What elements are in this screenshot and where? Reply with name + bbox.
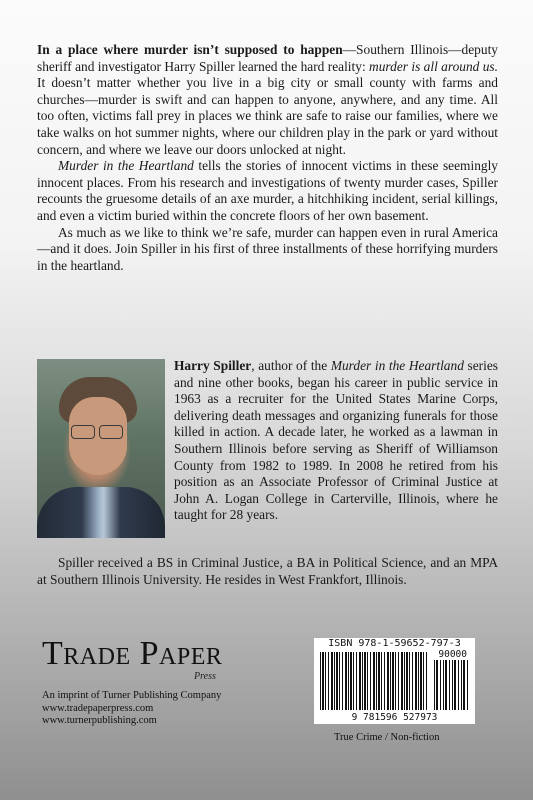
blurb-paragraph-3: As much as we like to think we’re safe, murder can happen even in rural America—and it does. Join Spiller in his first of three installments of these horrifying murders in the heartland. bbox=[37, 224, 498, 273]
price-code: 90000 bbox=[438, 649, 467, 660]
back-cover-blurb bbox=[37, 42, 498, 274]
genre-label: True Crime / Non-fiction bbox=[334, 732, 440, 743]
blurb-text: It doesn’t matter whether you live in a big city or small county with farms and churches—murder is swift and can happen to anyone, anywhere, and any time. All too often, victims fall prey in places we think are safe to raise our families, where we take walks on hot summer nights, where our children play in the park or yard without concern, and where we leave our doors unlocked at night. bbox=[37, 75, 498, 157]
ean-digits: 9 781596 527973 bbox=[314, 712, 475, 723]
author-name: Harry Spiller bbox=[174, 358, 252, 373]
blurb-text: tells the stories of innocent victims in these seemingly innocent places. From his research and investigations of twenty murder cases, Spiller recounts the gruesome details of an axe murder, a hitchhiking incident, serial killings, and even a victim buried within the concrete floors of her own basement. bbox=[37, 158, 498, 223]
blurb-paragraph-1 bbox=[37, 42, 498, 158]
author-bio-2 bbox=[37, 555, 498, 588]
publisher-logo bbox=[42, 635, 242, 682]
publisher-url: www.turnerpublishing.com bbox=[42, 715, 157, 727]
isbn-text: ISBN 978-1-59652-797-3 bbox=[328, 638, 461, 649]
barcode-icon bbox=[320, 652, 428, 710]
imprint-line: An imprint of Turner Publishing Company bbox=[42, 690, 222, 701]
bio-paragraph-1 bbox=[174, 358, 498, 524]
blurb-lead: In a place where murder isn’t supposed to happen bbox=[37, 42, 343, 57]
author-bio bbox=[174, 358, 498, 524]
series-title: Murder in the Heartland bbox=[330, 358, 464, 373]
blurb-paragraph-2 bbox=[37, 158, 498, 224]
isbn-barcode bbox=[314, 638, 475, 724]
bio-text: , author of the bbox=[251, 358, 331, 373]
bio-paragraph-2: Spiller received a BS in Criminal Justice, a BA in Political Science, and an MPA at Southern Illinois University. He resides in West Frankfort, Illinois. bbox=[37, 555, 498, 587]
publisher-url: www.tradepaperpress.com bbox=[42, 702, 154, 714]
author-photo bbox=[37, 359, 165, 538]
book-title: Murder in the Heartland bbox=[58, 158, 194, 174]
logo-name: Trade Paper bbox=[42, 635, 223, 672]
logo-press: Press bbox=[194, 671, 216, 682]
price-barcode-icon bbox=[434, 660, 470, 710]
publisher-imprint bbox=[42, 690, 221, 728]
blurb-text: —Southern Illinois—deputy sheriff and investigator Harry Spiller learned the hard reality: bbox=[37, 42, 498, 74]
bio-text: series and nine other books, began his career in public service in 1963 as a recruiter for the United States Marine Corps, delivering death messages and organizing funerals for those killed in action. A decade later, he worked as a lawman in Southern Illinois before serving as Sheriff of Williamson County from 1982 to 1989. In 2008 he retired from his position as an Associate Professor of Criminal Justice at John A. Logan College in Carterville, Illinois, where he taught for 28 years. bbox=[174, 358, 499, 523]
blurb-italic: murder is all around us. bbox=[369, 58, 498, 74]
